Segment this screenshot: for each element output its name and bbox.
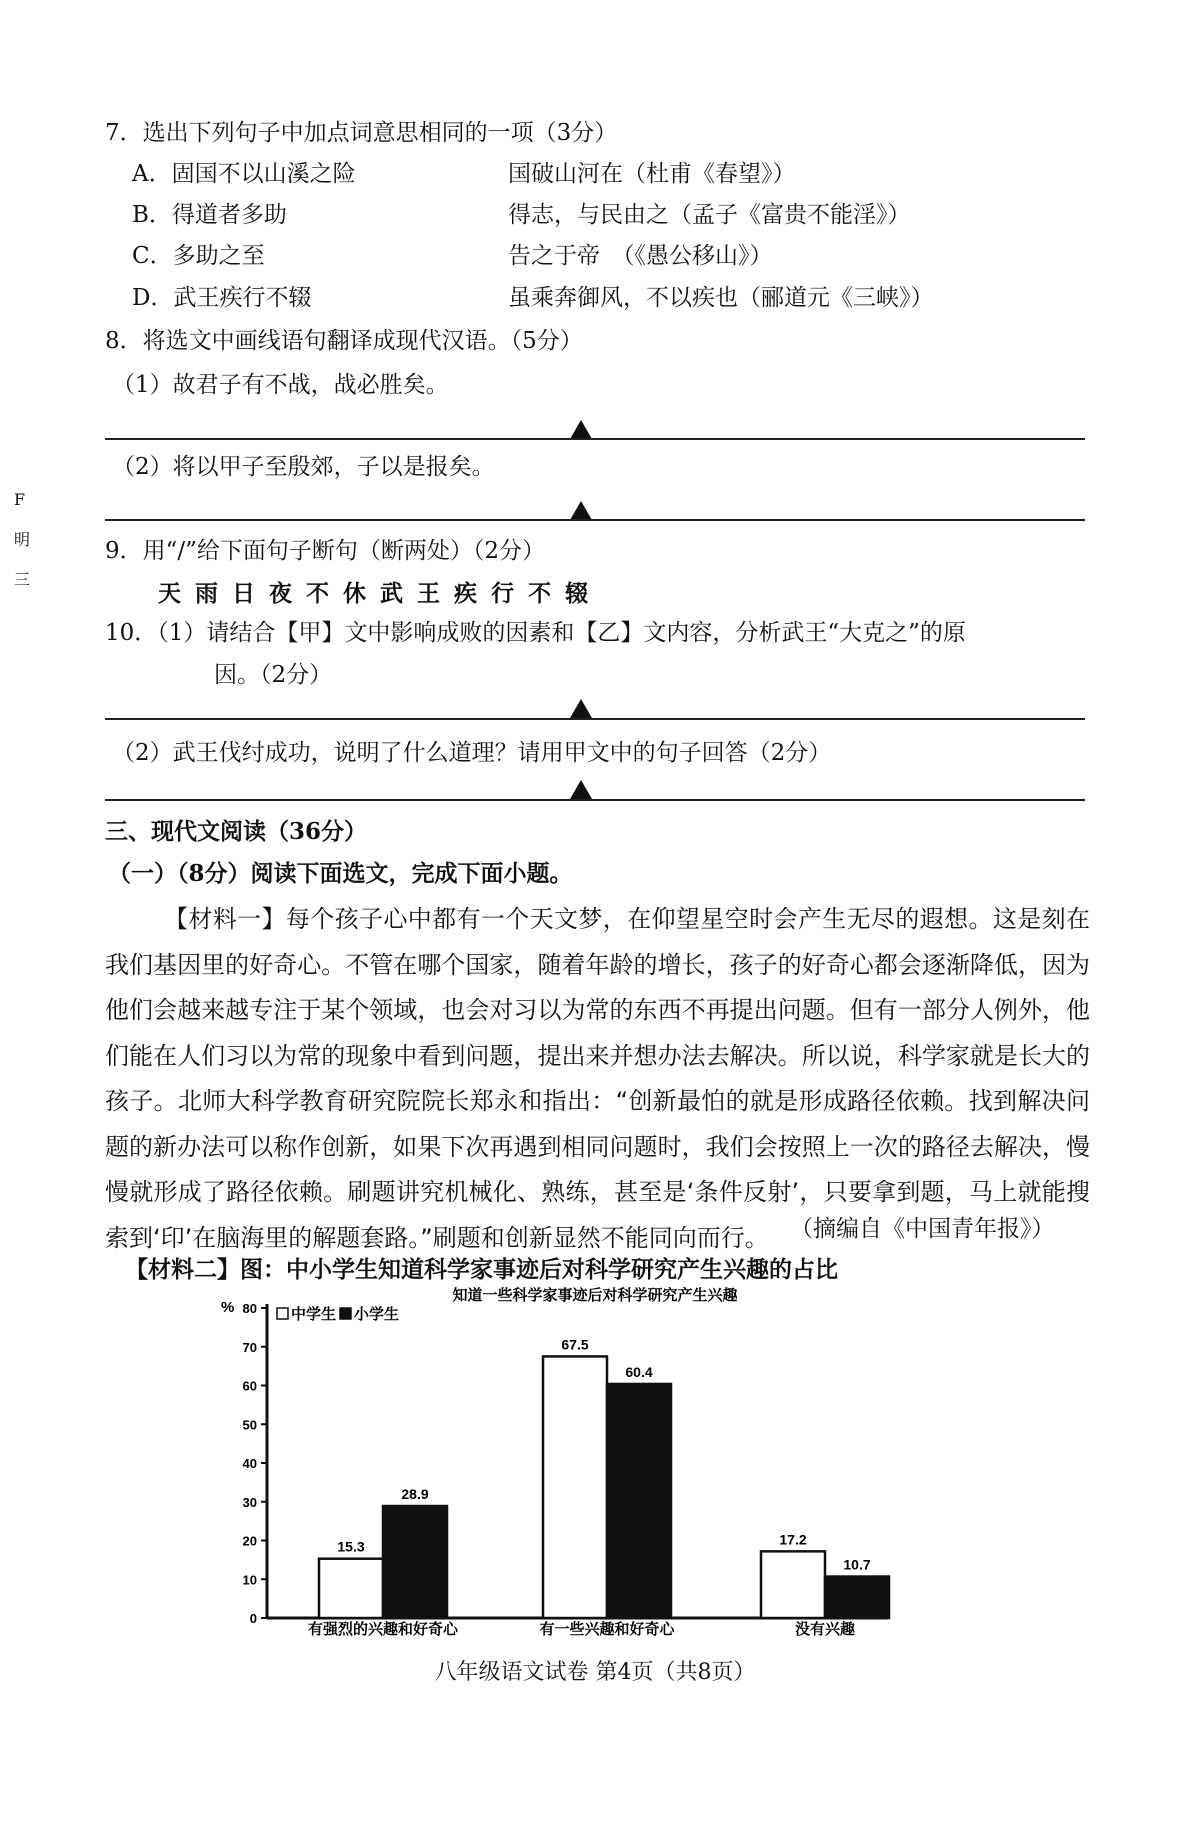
q7-stem: 7．选出下列句子中加点词意思相同的一项（3分） xyxy=(105,120,618,146)
q9-stem: 9．用“/”给下面句子断句（断两处）（2分） xyxy=(105,538,546,564)
q8-stem: 8．将选文中画线语句翻译成现代汉语。（5分） xyxy=(105,328,583,354)
category-label: 有一些兴趣和好奇心 xyxy=(539,1620,675,1638)
answer-marker-icon xyxy=(570,780,592,799)
bar-小学生 xyxy=(607,1384,671,1618)
margin-mark: F xyxy=(14,490,26,509)
section-3-part-1: （一）（8分）阅读下面选文，完成下面小题。 xyxy=(108,860,573,887)
y-tick-label: 60 xyxy=(242,1378,257,1394)
page-footer: 八年级语文试卷 第4页（共8页） xyxy=(434,1660,756,1685)
chart-title: 知道一些科学家事迹后对科学研究产生兴趣 xyxy=(452,1286,738,1304)
y-tick-label: 20 xyxy=(242,1533,257,1549)
legend-swatch xyxy=(277,1308,288,1319)
answer-marker-icon xyxy=(570,501,592,520)
q7-option-b-right: 得志，与民由之（孟子《富贵不能淫》） xyxy=(508,202,911,228)
q7-option-c: C．多助之至 xyxy=(132,243,265,269)
q7-option-d: D．武王疾行不辍 xyxy=(132,285,312,311)
legend-label: 小学生 xyxy=(354,1305,400,1323)
margin-mark: 明 xyxy=(14,530,31,549)
bar-value-label: 28.9 xyxy=(401,1486,429,1503)
material-2-caption: 【材料二】图：中小学生知道科学家事迹后对科学研究产生兴趣的占比 xyxy=(125,1256,838,1283)
answer-line[interactable] xyxy=(105,718,1085,720)
category-label: 有强烈的兴趣和好奇心 xyxy=(307,1620,459,1638)
legend-label: 中学生 xyxy=(291,1305,337,1323)
q7-option-a-right: 国破山河在（杜甫《春望》） xyxy=(508,161,796,187)
bar-小学生 xyxy=(825,1577,889,1618)
q10-item-1-line-2: 因。（2分） xyxy=(214,662,333,688)
q7-option-c-right: 告之于帝 （《愚公移山》） xyxy=(508,243,773,269)
q8-item-1: （1）故君子有不战，战必胜矣。 xyxy=(112,372,449,398)
material-1-source: （摘编自《中国青年报》） xyxy=(790,1216,1055,1242)
answer-marker-icon xyxy=(570,420,592,439)
q7-option-d-right: 虽乘奔御风，不以疾也（郦道元《三峡》） xyxy=(508,285,934,311)
q10-item-2: （2）武王伐纣成功，说明了什么道理？请用甲文中的句子回答（2分） xyxy=(112,740,832,766)
answer-line[interactable] xyxy=(105,438,1085,440)
bar-value-label: 15.3 xyxy=(337,1538,365,1555)
margin-mark: 三 xyxy=(14,570,31,589)
section-3-title: 三、现代文阅读（36分） xyxy=(105,818,368,845)
interest-bar-chart xyxy=(215,1280,915,1640)
bar-value-label: 60.4 xyxy=(625,1363,653,1380)
y-tick-label: 40 xyxy=(242,1456,257,1471)
bar-value-label: 67.5 xyxy=(561,1336,589,1353)
q9-sentence: 天 雨 日 夜 不 休 武 王 疾 行 不 辍 xyxy=(158,580,592,607)
bar-中学生 xyxy=(543,1356,607,1618)
q8-item-2: （2）将以甲子至殷郊，子以是报矣。 xyxy=(112,454,495,480)
bar-小学生 xyxy=(383,1506,447,1618)
y-tick-label: 30 xyxy=(242,1494,257,1510)
q7-option-b: B．得道者多助 xyxy=(132,202,287,228)
bar-value-label: 17.2 xyxy=(779,1531,807,1548)
material-1-paragraph: 【材料一】每个孩子心中都有一个天文梦，在仰望星空时会产生无尽的遐想。这是刻在我们基因里的好奇心。不管在哪个国家，随着年龄的增长，孩子的好奇心都会逐渐降低，因为他们会越来越专注于某个领域，也会对习以为常的东西不再提出问题。但有一部分人例外，他们能在人们习以为常的现象中看到问题，提出来并想办法去解决。所以说，科学家就是长大的孩子。北师大科学教育研究院院长郑永和指出：“创新最怕的就是形成路径依赖。找到解决问题的新办法可以称作创新，如果下次再遇到相同问题时，我们会按照上一次的路径去解决，慢慢就形成了路径依赖。刷题讲究机械化、熟练，甚至是‘条件反射’，只要拿到题，马上就能搜索到‘印’在脑海里的解题套路。”刷题和创新显然不能同向而行。 xyxy=(105,905,1090,1252)
bar-value-label: 10.7 xyxy=(843,1556,871,1573)
margin-marks xyxy=(14,480,30,600)
y-tick-label: 50 xyxy=(242,1417,257,1433)
answer-line[interactable] xyxy=(105,519,1085,521)
answer-marker-icon xyxy=(570,699,592,718)
y-tick-label: 0 xyxy=(249,1611,257,1626)
y-tick-label: 80 xyxy=(242,1301,257,1316)
q7-option-a: A．固国不以山溪之险 xyxy=(132,161,356,187)
legend-swatch xyxy=(340,1308,351,1319)
bar-中学生 xyxy=(761,1551,825,1618)
y-tick-label: 10 xyxy=(242,1572,257,1588)
y-tick-label: 70 xyxy=(242,1339,257,1355)
y-axis-label: % xyxy=(221,1299,235,1316)
q10-item-1-line-1: 10．（1）请结合【甲】文中影响成败的因素和【乙】文内容，分析武王“大克之”的原 xyxy=(105,620,966,646)
bar-中学生 xyxy=(319,1559,383,1618)
answer-line[interactable] xyxy=(105,799,1085,801)
category-label: 没有兴趣 xyxy=(794,1620,856,1638)
